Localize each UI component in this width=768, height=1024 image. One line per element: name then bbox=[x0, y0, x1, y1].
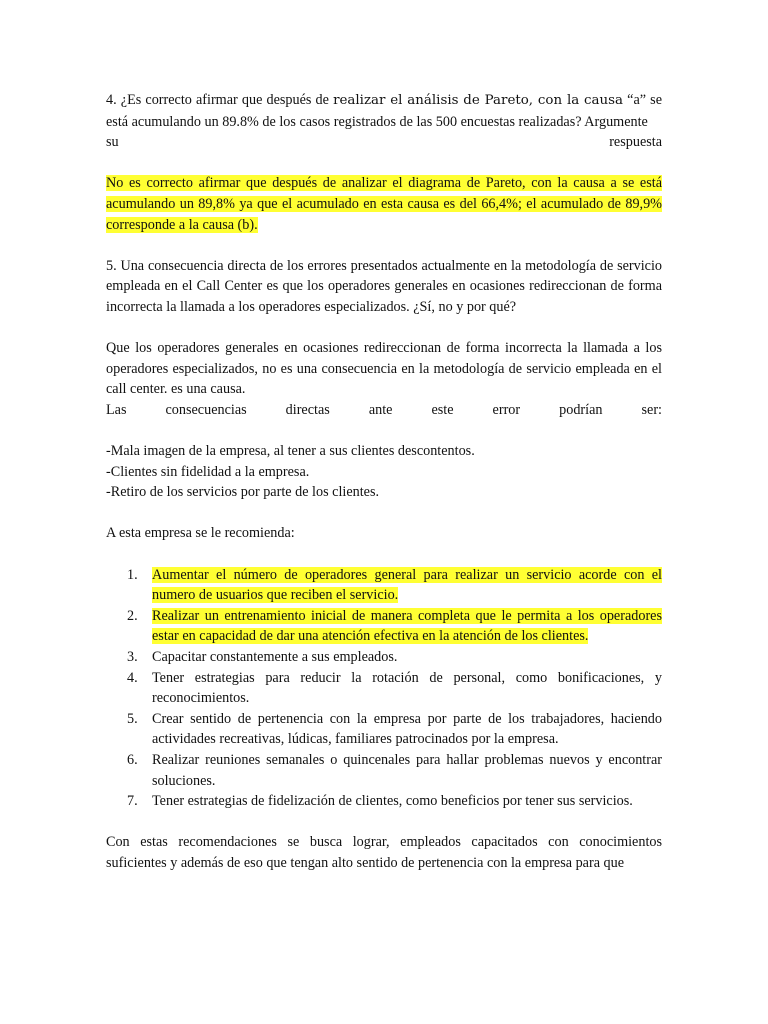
list-text: Realizar un entrenamiento inicial de manera completa que le permita a los operadores estar en capacidad de dar una atención efectiva en la atención de los clientes. bbox=[152, 607, 662, 645]
question-4-highlight: realizar el análisis de Pareto, con la causa bbox=[333, 93, 624, 108]
question-5: 5. Una consecuencia directa de los errores presentados actualmente en la metodología de servicio empleada en el Call Center es que los operadores generales en ocasiones redireccionan de forma incorrecta la llamada a los operadores especializados. ¿Sí, no y por qué? bbox=[106, 257, 662, 315]
spacer bbox=[106, 503, 662, 524]
list-item bbox=[106, 791, 662, 812]
spacer bbox=[106, 812, 662, 833]
list-item: -Retiro de los servicios por parte de los clientes. bbox=[106, 484, 380, 501]
list-item bbox=[106, 668, 662, 709]
list-text: Tener estrategias para reducir la rotación de personal, como bonificaciones, y reconocimientos. bbox=[152, 669, 662, 707]
list-number: 6. bbox=[127, 752, 138, 768]
question-4-prefix: 4. ¿Es correcto afirmar que después de bbox=[106, 92, 334, 108]
question-4-line1-end: “a” se está bbox=[106, 92, 662, 130]
list-item: -Mala imagen de la empresa, al tener a sus clientes descontentos. bbox=[106, 443, 475, 460]
list-item bbox=[106, 565, 662, 606]
question-4-line2: acumulando un 89.8% de los casos registrados de las 500 encuestas realizadas? Argumente bbox=[131, 113, 648, 130]
list-number: 1. bbox=[127, 566, 138, 583]
question-4-line3: su respuesta bbox=[106, 134, 662, 151]
list-number: 4. bbox=[127, 669, 138, 686]
document-page bbox=[106, 90, 662, 874]
consequences-intro: Las consecuencias directas ante este error podrían ser: bbox=[106, 401, 662, 418]
list-item bbox=[106, 647, 662, 668]
list-item bbox=[106, 709, 662, 750]
recommendations-intro: A esta empresa se le recomienda: bbox=[106, 525, 295, 542]
list-number: 5. bbox=[127, 710, 138, 727]
spacer bbox=[106, 235, 662, 256]
answer-5: Que los operadores generales en ocasiones redireccionan de forma incorrecta la llamada a los operadores especializados, no es una consecuencia en la metodología de servicio empleada en el call center. es una causa. bbox=[106, 340, 662, 398]
list-item bbox=[106, 750, 662, 791]
list-number: 3. bbox=[127, 649, 138, 666]
consequences-list bbox=[106, 441, 662, 503]
spacer bbox=[106, 318, 662, 339]
recommendations-list bbox=[106, 565, 662, 812]
list-text: Realizar reuniones semanales o quincenales para hallar problemas nuevos y encontrar soluciones. bbox=[152, 752, 662, 789]
spacer bbox=[106, 421, 662, 442]
list-item bbox=[106, 606, 662, 647]
list-number: 7. bbox=[127, 793, 138, 810]
answer-4 bbox=[106, 173, 662, 235]
spacer bbox=[106, 544, 662, 565]
list-text: Crear sentido de pertenencia con la empresa por parte de los trabajadores, haciendo actividades recreativas, lúdicas, familiares patrocinados por la empresa. bbox=[152, 710, 662, 748]
answer-4-text: No es correcto afirmar que después de analizar el diagrama de Pareto, con la causa a se está acumulando un 89,8% ya que el acumulado en esta causa es del 66,4%; el acumulado de 89,9% corresponde a la causa (b). bbox=[106, 175, 662, 233]
list-text: Aumentar el número de operadores general para realizar un servicio acorde con el numero de usuarios que reciben el servicio. bbox=[152, 566, 662, 604]
list-text: Tener estrategias de fidelización de clientes, como beneficios por tener sus servicios. bbox=[152, 793, 633, 810]
list-number: 2. bbox=[127, 607, 138, 624]
spacer bbox=[106, 153, 662, 174]
conclusion: Con estas recomendaciones se busca lograr, empleados capacitados con conocimientos suficientes y además de eso que tengan alto sentido de pertenencia con la empresa para que bbox=[106, 834, 662, 871]
list-text: Capacitar constantemente a sus empleados. bbox=[152, 649, 398, 666]
question-4 bbox=[106, 90, 662, 132]
list-item: -Clientes sin fidelidad a la empresa. bbox=[106, 463, 310, 480]
